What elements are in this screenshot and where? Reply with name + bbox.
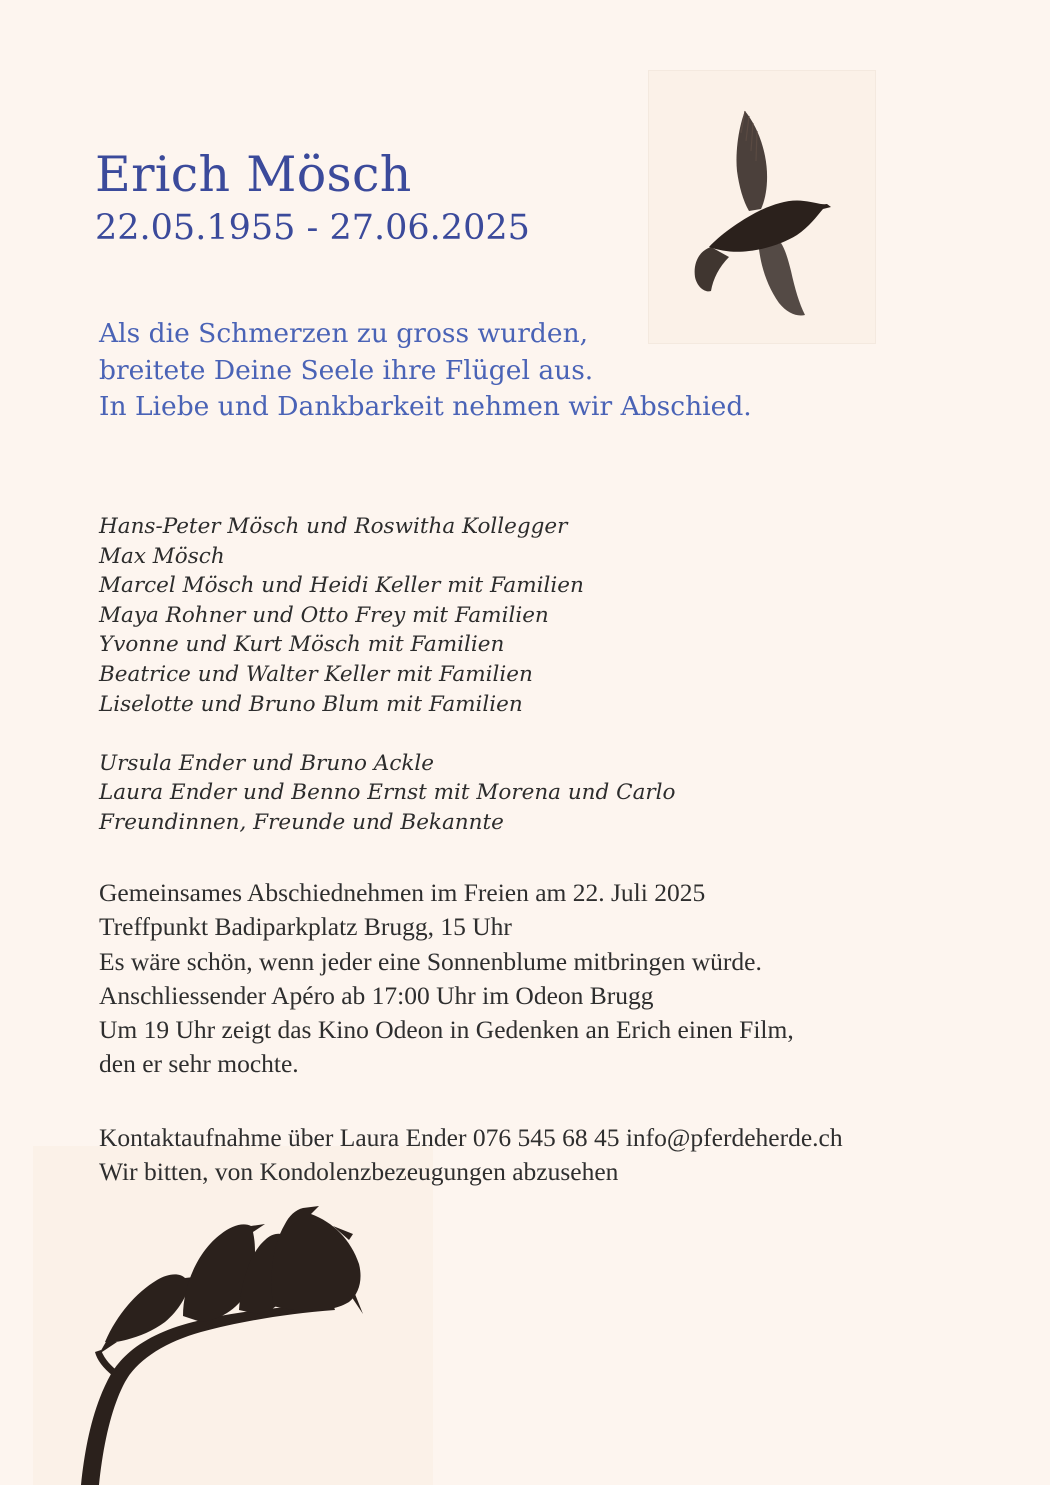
mourner-line: Ursula Ender und Bruno Ackle: [99, 750, 434, 776]
birds-on-branch-icon: [33, 1146, 433, 1485]
info-line: Treffpunkt Badiparkplatz Brugg, 15 Uhr: [99, 912, 512, 942]
contact-line: Kontaktaufnahme über Laura Ender 076 545 68 45 info@pferdeherde.ch: [99, 1123, 843, 1152]
quote-line: breitete Deine Seele ihre Flügel aus.: [99, 354, 594, 386]
contact-info: [99, 1121, 843, 1190]
mourners-list: [99, 512, 675, 838]
mourner-line: Freundinnen, Freunde und Bekannte: [99, 809, 504, 835]
info-line: den er sehr mochte.: [99, 1049, 299, 1079]
mourner-line: Liselotte und Bruno Blum mit Familien: [99, 691, 523, 717]
quote-line: Als die Schmerzen zu gross wurden,: [99, 318, 589, 349]
life-dates: 22.05.1955 - 27.06.2025: [95, 208, 530, 248]
birds-on-branch-image: [33, 1146, 433, 1485]
memorial-quote: [99, 316, 752, 426]
quote-line: In Liebe und Dankbarkeit nehmen wir Abschied.: [99, 391, 752, 422]
flying-bird-icon: [649, 71, 875, 343]
mourner-line: Marcel Mösch und Heidi Keller mit Familien: [99, 573, 584, 599]
deceased-name: Erich Mösch: [95, 146, 412, 203]
info-line: Es wäre schön, wenn jeder eine Sonnenblume mitbringen würde.: [99, 946, 762, 976]
info-line: Um 19 Uhr zeigt das Kino Odeon in Gedenken an Erich einen Film,: [99, 1015, 794, 1045]
mourner-line: Beatrice und Walter Keller mit Familien: [99, 661, 533, 687]
mourner-line: Laura Ender und Benno Ernst mit Morena und Carlo: [99, 780, 676, 806]
mourner-line: Maya Rohner und Otto Frey mit Familien: [99, 602, 549, 628]
info-line: Anschliessender Apéro ab 17:00 Uhr im Odeon Brugg: [99, 980, 654, 1010]
contact-line: Wir bitten, von Kondolenzbezeugungen abzusehen: [99, 1157, 619, 1187]
mourner-line: Max Mösch: [99, 543, 225, 569]
spacer: [99, 719, 675, 749]
info-line: Gemeinsames Abschiednehmen im Freien am 22. Juli 2025: [99, 878, 706, 907]
mourner-line: Hans-Peter Mösch und Roswitha Kollegger: [99, 514, 568, 539]
ceremony-info: [99, 876, 794, 1082]
mourner-line: Yvonne und Kurt Mösch mit Familien: [99, 632, 505, 658]
flying-bird-image: [648, 70, 876, 344]
